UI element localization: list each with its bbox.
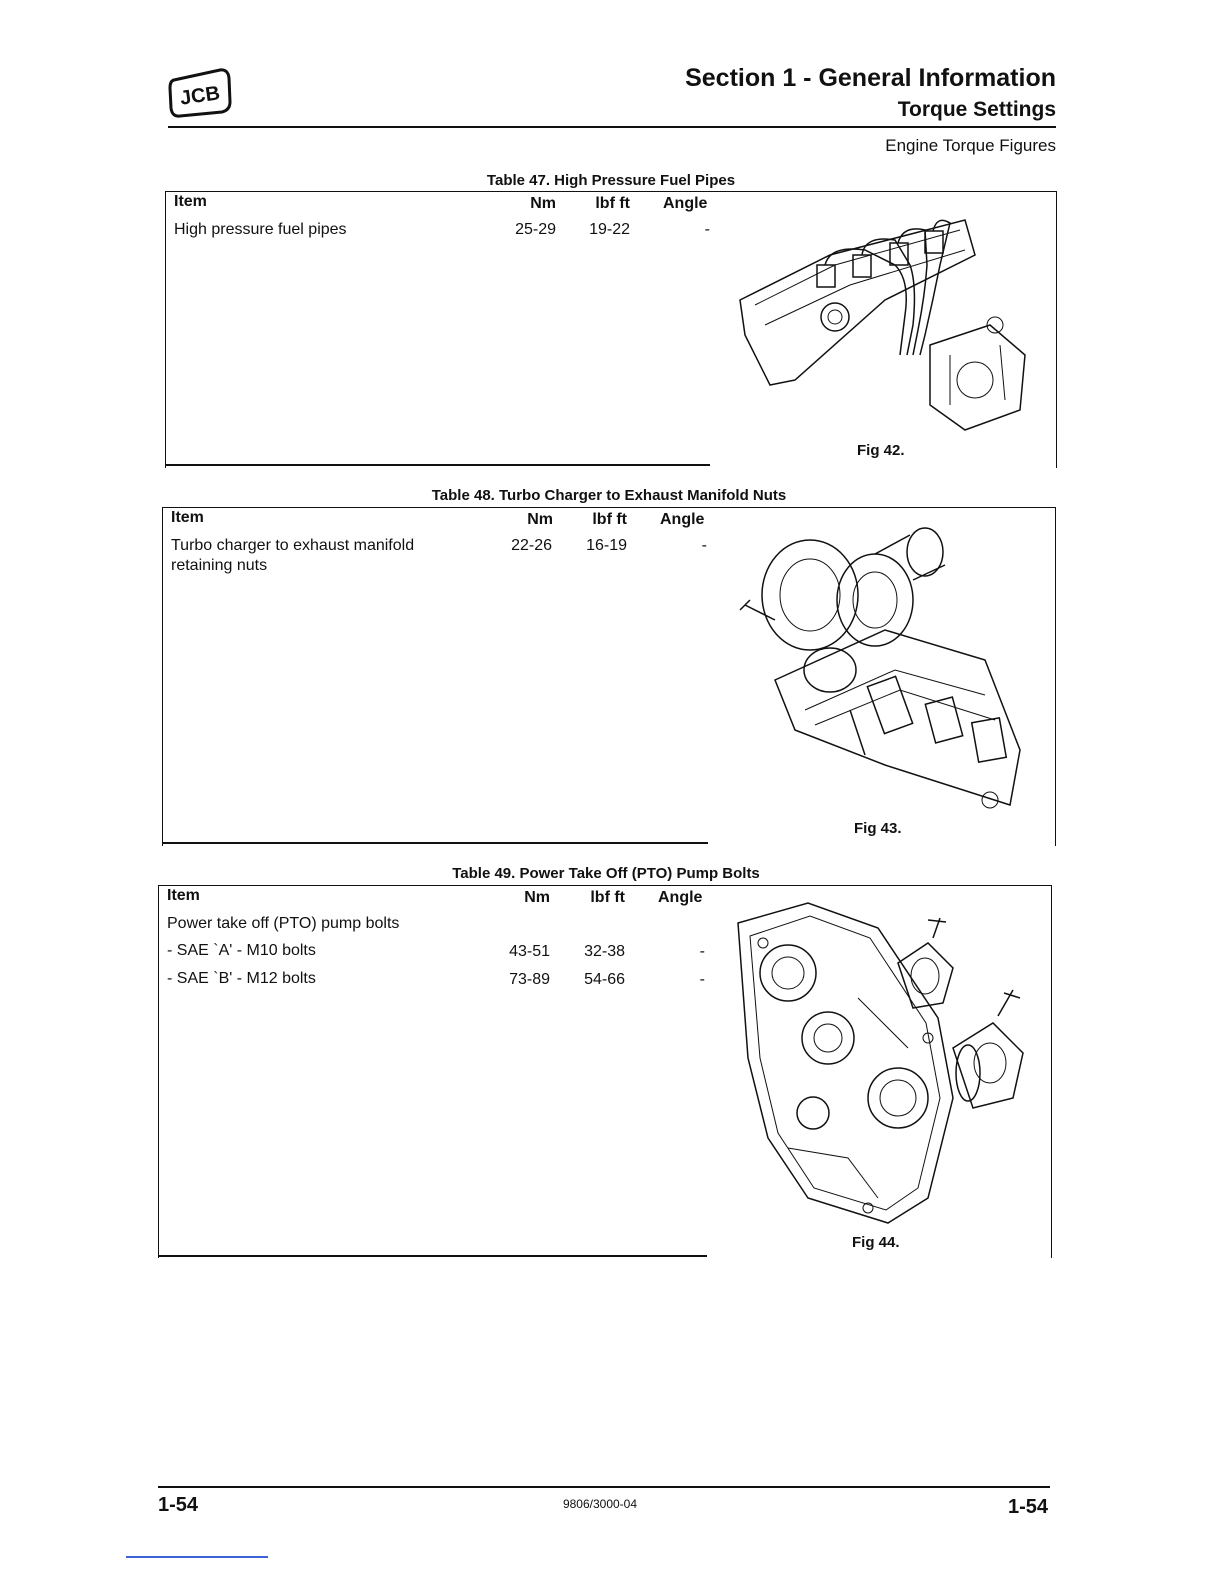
table-caption: Table 47. High Pressure Fuel Pipes [486,172,736,189]
row-item: - SAE `A' - M10 bolts [167,942,316,959]
column-header-angle: Angle [660,511,705,528]
svg-text:JCB: JCB [178,82,222,110]
column-header-angle: Angle [658,889,703,906]
figure-label: Fig 43. [854,820,902,837]
row-lbf: 32-38 [584,943,625,960]
row-angle: - [699,971,705,988]
topic-label: Engine Torque Figures [885,136,1056,155]
row-nm: 73-89 [509,971,550,988]
row-lbf: 16-19 [586,537,627,554]
column-header-item: Item [174,193,207,210]
turbocharger-illustration-icon [735,520,1025,820]
row-nm: 25-29 [515,221,556,238]
row-lbf: 19-22 [589,221,630,238]
page-subtitle: Torque Settings [897,98,1056,121]
row-item: - SAE `B' - M12 bolts [167,970,316,987]
timing-case-illustration-icon [728,898,1038,1228]
link-underline [126,1556,268,1558]
column-header-lbf: lbf ft [595,195,630,212]
table-bottom-rule [162,842,708,844]
row-item: Turbo charger to exhaust manifold retaining nuts [171,537,415,574]
row-angle: - [701,537,707,554]
row-angle: - [704,221,710,238]
column-header-lbf: lbf ft [592,511,627,528]
row-angle: - [699,943,705,960]
column-header-item: Item [167,887,200,904]
figure-label: Fig 42. [857,442,905,459]
footer-rule [158,1486,1050,1488]
row-item: Power take off (PTO) pump bolts [167,915,400,932]
row-nm: 22-26 [511,537,552,554]
column-header-lbf: lbf ft [590,889,625,906]
table-bottom-rule [158,1255,707,1257]
page-number-right: 1-54 [1007,1496,1048,1518]
figure-label: Fig 44. [852,1234,900,1251]
column-header-item: Item [171,509,204,526]
fuel-pipes-illustration-icon [735,205,1035,437]
header-rule [168,126,1056,128]
column-header-angle: Angle [663,195,708,212]
row-lbf: 54-66 [584,971,625,988]
column-header-nm: Nm [527,511,553,528]
row-nm: 43-51 [509,943,550,960]
page-number-left: 1-54 [158,1494,199,1516]
column-header-nm: Nm [524,889,550,906]
table-caption: Table 48. Turbo Charger to Exhaust Manifold Nuts [431,487,787,504]
column-header-nm: Nm [530,195,556,212]
table-bottom-rule [165,464,710,466]
document-number: 9806/3000-04 [562,1497,638,1511]
table-caption: Table 49. Power Take Off (PTO) Pump Bolts [452,865,760,882]
jcb-logo [168,66,232,118]
row-item: High pressure fuel pipes [174,221,347,238]
section-title: Section 1 - General Information [685,64,1056,92]
